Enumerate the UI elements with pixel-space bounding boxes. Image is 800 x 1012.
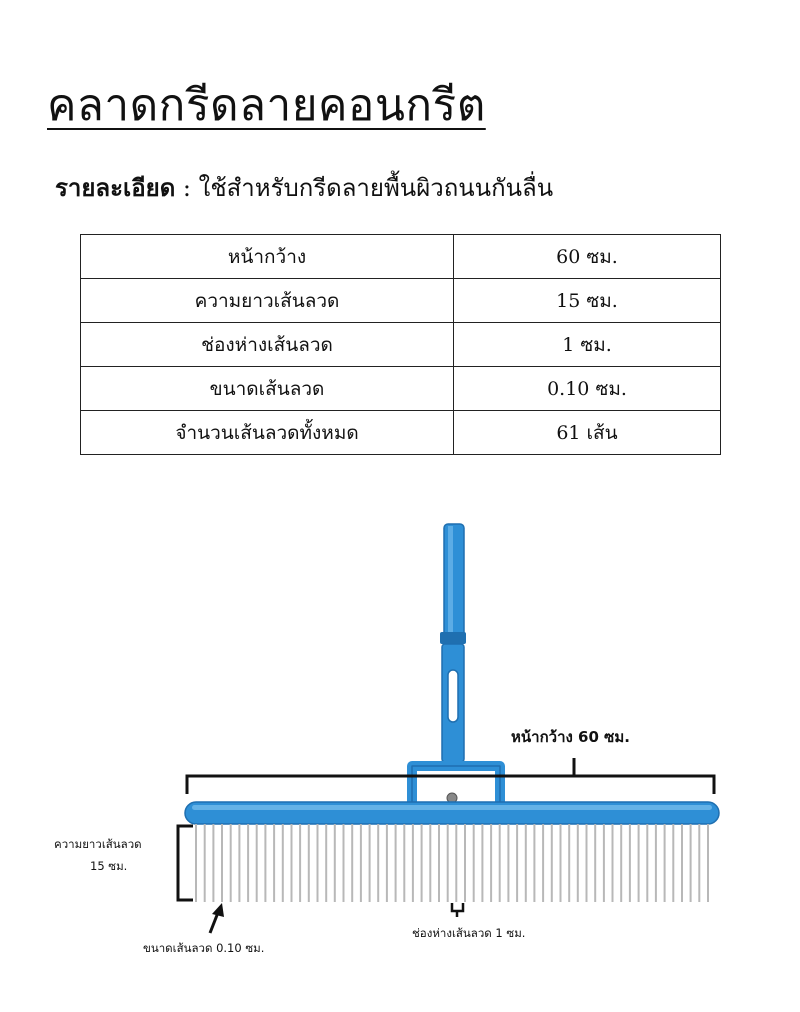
spec-key: หน้ากว้าง	[81, 235, 454, 279]
page-title: คลาดกรีดลายคอนกรีต	[47, 80, 486, 131]
width-bracket	[187, 776, 714, 794]
length-label-line1: ความยาวเส้นลวด	[54, 837, 142, 851]
spec-value: 15 ซม.	[454, 279, 721, 323]
wire-tines	[196, 824, 708, 902]
detail-line	[55, 168, 553, 207]
handle-collar	[440, 632, 466, 644]
wire-size-label: ขนาดเส้นลวด 0.10 ซม.	[143, 941, 265, 955]
table-row	[81, 411, 721, 455]
spec-table	[80, 234, 721, 455]
spec-key: ความยาวเส้นลวด	[81, 279, 454, 323]
table-row	[81, 323, 721, 367]
neck-slot	[448, 670, 458, 722]
spec-value: 1 ซม.	[454, 323, 721, 367]
handle-highlight	[448, 526, 453, 634]
length-bracket	[178, 826, 193, 900]
spec-value: 0.10 ซม.	[454, 367, 721, 411]
width-label: หน้ากว้าง 60 ซม.	[511, 728, 630, 746]
rake-diagram	[0, 500, 800, 1012]
wire-gap-label: ช่องห่างเส้นลวด 1 ซม.	[412, 926, 526, 940]
gap-marker	[452, 903, 463, 911]
spec-value: 60 ซม.	[454, 235, 721, 279]
crossbar-highlight	[192, 805, 712, 810]
size-arrow-head	[212, 903, 224, 917]
detail-text: ใช้สำหรับกรีดลายพื้นผิวถนนกันลื่น	[198, 174, 554, 202]
table-row	[81, 279, 721, 323]
detail-separator: :	[175, 174, 199, 202]
table-row	[81, 367, 721, 411]
spec-value: 61 เส้น	[454, 411, 721, 455]
detail-label: รายละเอียด	[55, 173, 176, 202]
handle-pole	[444, 524, 464, 636]
length-label-line2: 15 ซม.	[90, 859, 128, 873]
spec-key: ช่องห่างเส้นลวด	[81, 323, 454, 367]
spec-key: ขนาดเส้นลวด	[81, 367, 454, 411]
spec-key: จำนวนเส้นลวดทั้งหมด	[81, 411, 454, 455]
table-row	[81, 235, 721, 279]
